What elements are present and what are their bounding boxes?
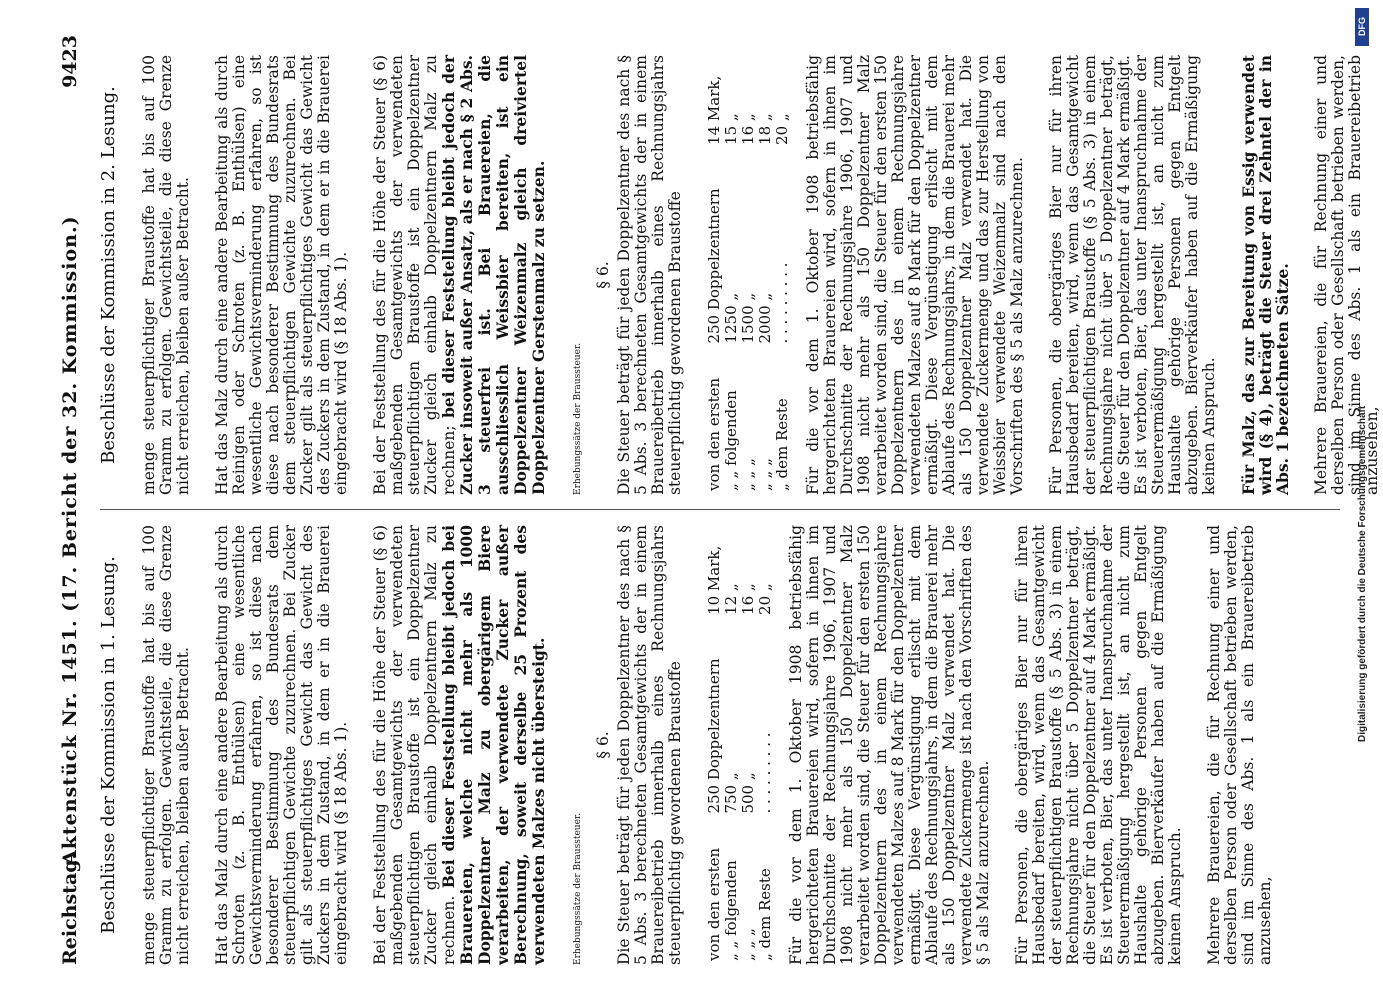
page-number: 9423 bbox=[59, 35, 81, 88]
table-cell: 12 „ bbox=[722, 583, 740, 615]
table-cell: . . . . . . . . . bbox=[773, 262, 791, 344]
table-cell: 18 „ bbox=[756, 113, 774, 145]
table-cell: „ „ „ bbox=[739, 458, 757, 491]
header-left: Reichstag. bbox=[59, 852, 81, 965]
dfg-logo-icon: DFG bbox=[1355, 8, 1369, 46]
table-cell: 20 „ bbox=[773, 113, 791, 145]
digitization-note: Digitalisierung gefördert durch die Deutsche Forschungsgemeinschaft bbox=[1357, 405, 1368, 742]
table-cell: „ „ „ bbox=[739, 928, 757, 961]
table-cell: 250 Doppelzentnern bbox=[705, 658, 723, 814]
table-cell: 2000 „ bbox=[756, 292, 774, 344]
table-cell: 750 „ bbox=[722, 772, 740, 814]
paragraph: Hat das Malz durch eine andere Bearbeitung als durch Reinigen oder Schroten (z. B. Enthülsen) eine wesentliche Gewichtsverminderung erfahren, so ist diese nach besonderer Bestimmung des Bundesrats dem steuerpflichtigen Gewichte zuzurechnen. Bei Zucker gilt als steuerpflichtiges Gewicht das Gewicht des Zuckers in dem Zustand, in dem er in die Brauerei eingebracht wird (§ 18 Abs. 1). bbox=[213, 55, 350, 495]
table-row bbox=[723, 55, 740, 495]
table-cell: 14 Mark, bbox=[705, 75, 723, 145]
table-row bbox=[757, 525, 774, 965]
column-first-reading bbox=[100, 525, 1296, 965]
header-center: Aktenstück Nr. 1451. (17. Bericht der 32. Kommission.) bbox=[59, 215, 81, 865]
table-cell: 20 „ bbox=[756, 583, 774, 615]
paragraph bbox=[372, 55, 548, 495]
paragraph: Mehrere Brauereien, die für Rechnung einer und derselben Person oder Gesellschaft betrieben werden, sind im Sinne des Abs. 1 als ein Brauereibetrieb anzusehen, bbox=[1205, 525, 1274, 965]
rate-table bbox=[706, 55, 791, 495]
section-heading: § 6. bbox=[594, 261, 612, 289]
paragraph: Hat das Malz durch eine andere Bearbeitung als durch Schroten (z. B. Enthülsen) eine wesentliche Gewichtsverminderung erfahren, so ist diese nach besonderer Bestimmung des Bundesrats dem steuerpflichtigen Gewichte zuzurechnen. Bei Zucker gilt als steuerpflichtiges Gewicht das Gewicht des Zuckers in dem Zustand, in dem er in die Brauerei eingebracht wird (§ 18 Abs. 1). bbox=[213, 525, 350, 965]
table-cell: 1250 „ bbox=[722, 292, 740, 344]
column-heading: Beschlüsse der Kommission in 1. Lesung. bbox=[98, 556, 119, 934]
table-cell: 16 „ bbox=[739, 583, 757, 615]
margin-note: Erhebungssätze der Braussteuer. bbox=[573, 342, 583, 495]
table-cell: . . . . . . . . . bbox=[756, 732, 774, 814]
paragraph: Mehrere Brauereien, die für Rechnung einer und derselben Person oder Gesellschaft betrieben werden, sind im Sinne des Abs. 1 als ein Brauereibetrieb anzusehen, bbox=[1312, 55, 1381, 495]
table-cell: 10 Mark, bbox=[705, 545, 723, 615]
table-cell: 15 „ bbox=[722, 113, 740, 145]
table-cell: „ dem Reste bbox=[773, 398, 791, 491]
table-cell: „ „ folgenden bbox=[722, 390, 740, 491]
table-cell: von den ersten bbox=[705, 847, 723, 961]
paragraph: menge steuerpflichtiger Braustoffe hat bis auf 100 Gramm zu erfolgen. Gewichtsteile, die diese Grenze nicht erreichen, bleiben außer Betracht. bbox=[140, 525, 192, 965]
paragraph: Für die vor dem 1. Oktober 1908 betriebsfähig hergerichteten Brauereien wird, sofern in ihnen im Durchschnitte der Rechnungsjahre 1906, 1907 und 1908 nicht mehr als 150 Doppelzentner Malz verarbeitet worden sind, die Steuer für den ersten 150 Doppelzentnern des in einem Rechnungsjahre verwendeten Malzes auf 8 Mark für den Doppelzentner ermäßigt. Diese Vergünstigung erlischt mit dem Ablaufe des Rechnungsjahrs, in dem die Brauerei mehr als 150 Doppelzentner Malz verwendet hat. Die verwendete Zuckermenge und das zur Herstellung von Weissbier verwendete Weizenmalz sind nach den Vorschriften des § 5 als Malz anzurechnen. bbox=[804, 55, 1026, 495]
table-cell: 16 „ bbox=[739, 113, 757, 145]
bold-text: bei dieser Feststellung bleibt jedoch der Zucker insoweit außer Ansatz, als er nach § 2 Abs. 3 steuerfrei ist. Bei Brauereien, die ausschliesslich Weissbier bereiten, ist ein Doppelzentner Weizenmalz gleich dreiviertel Doppelzentner Gerstenmalz zu setzen. bbox=[439, 55, 548, 495]
table-cell: von den ersten bbox=[705, 377, 723, 491]
paragraph-text: Bei der Feststellung des für die Höhe der Steuer (§ 6) maßgebenden Gesamtgewichts der verwendeten steuerpflichtigen Braustoffe ist ein Doppelzentner Zucker gleich einhalb Doppelzentnern Malz zu rechnen. bbox=[371, 525, 458, 965]
table-cell: „ „ folgenden bbox=[722, 860, 740, 961]
table-cell: „ „ „ bbox=[756, 458, 774, 491]
table-row bbox=[706, 55, 723, 495]
paragraph-text: Bei der Feststellung des für die Höhe der Steuer (§ 6) maßgebenden Gesamtgewichts der verwendeten steuerpflichtigen Braustoffe ist ein Doppelzentner Zucker gleich einhalb Doppelzentnern Malz zu rechnen; bbox=[371, 55, 458, 495]
table-row bbox=[757, 55, 774, 495]
paragraph: Für Personen, die obergäriges Bier nur für ihren Hausbedarf bereiten, wird, wenn das Gesamtgewicht der steuerpflichtigen Braustoffe (§ 5 Abs. 3) in einem Rechnungsjahre nicht über 5 Doppelzentner beträgt, die Steuer für den Doppelzentner auf 4 Mark ermäßigt. Es ist verboten, Bier, das unter Inanspruchnahme der Steuerermäßigung hergestellt ist, an nicht zum Haushalte gehörige Personen gegen Entgelt abzugeben. Bierverkäufer haben auf die Ermäßigung keinen Anspruch. bbox=[1013, 525, 1184, 965]
table-cell: 250 Doppelzentnern bbox=[705, 188, 723, 344]
table-row bbox=[774, 55, 791, 495]
table-row bbox=[723, 525, 740, 965]
table-row bbox=[740, 525, 757, 965]
paragraph: menge steuerpflichtiger Braustoffe hat bis auf 100 Gramm zu erfolgen. Gewichtsteile, die diese Grenze nicht erreichen, bleiben außer Betracht. bbox=[140, 55, 192, 495]
section-heading: § 6. bbox=[594, 731, 612, 759]
table-cell: 1500 „ bbox=[739, 292, 757, 344]
paragraph: Die Steuer beträgt für jeden Doppelzentner des nach § 5 Abs. 3 berechneten Gesamtgewichts der in einem Brauereibetrieb innerhalb eines Rechnungsjahrs steuerpflichtig gewordenen Braustoffe bbox=[615, 55, 684, 495]
bold-paragraph: Für Malz, das zur Bereitung von Essig verwendet wird (§ 4), beträgt die Steuer drei Zehntel der in Abs. 1 bezeichneten Sätze. bbox=[1239, 55, 1292, 495]
table-cell: 500 „ bbox=[739, 772, 757, 814]
paragraph bbox=[372, 525, 548, 965]
rate-table bbox=[706, 525, 774, 965]
paragraph: Die Steuer beträgt für jeden Doppelzentner des nach § 5 Abs. 3 berechneten Gesamtgewichts der in einem Brauereibetrieb innerhalb eines Rechnungsjahrs steuerpflichtig gewordenen Braustoffe bbox=[615, 525, 684, 965]
column-second-reading bbox=[100, 55, 1383, 495]
bold-text: Bei dieser Feststellung bleibt jedoch bei Brauereien, welche nicht mehr als 1000 Doppelzentner Malz zu obergärigem Biere verarbeiten, der verwendete Zucker außer Berechnung, soweit derselbe 25 Prozent des verwendeten Malzes nicht übersteigt. bbox=[439, 525, 548, 965]
table-cell: „ dem Reste bbox=[756, 868, 774, 961]
column-divider bbox=[100, 509, 1340, 510]
margin-note: Erhebungssätze der Braussteuer. bbox=[573, 812, 583, 965]
paragraph: Für Personen, die obergäriges Bier nur für ihren Hausbedarf bereiten, wird, wenn das Gesamtgewicht der steuerpflichtigen Braustoffe (§ 5 Abs. 3) in einem Rechnungsjahre nicht über 5 Doppelzentner beträgt, die Steuer für den Doppelzentner auf 4 Mark ermäßigt. Es ist verboten, Bier, das unter Inanspruchnahme der Steuerermäßigung hergestellt ist, an nicht zum Haushalte gehörige Personen gegen Entgelt abzugeben. Bierverkäufer haben auf die Ermäßigung keinen Anspruch. bbox=[1047, 55, 1218, 495]
column-heading: Beschlüsse der Kommission in 2. Lesung. bbox=[98, 86, 119, 464]
table-row bbox=[740, 55, 757, 495]
paragraph: Für die vor dem 1. Oktober 1908 betriebsfähig hergerichteten Brauereien wird, sofern in ihnen im Durchschnitte der Rechnungsjahre 1906, 1907 und 1908 nicht mehr als 150 Doppelzentner Malz verarbeitet worden sind, die Steuer für den ersten 150 Doppelzentnern des in einem Rechnungsjahre verwendeten Malzes auf 8 Mark für den Doppelzentner ermäßigt. Diese Vergünstigung erlischt mit dem Ablaufe des Rechnungsjahrs, in dem die Brauerei mehr als 150 Doppelzentner Malz verwendet hat. Die verwendete Zuckermenge ist nach den Vorschriften des § 5 als Malz anzurechnen. bbox=[787, 525, 992, 965]
table-row bbox=[706, 525, 723, 965]
page-header bbox=[58, 35, 92, 965]
